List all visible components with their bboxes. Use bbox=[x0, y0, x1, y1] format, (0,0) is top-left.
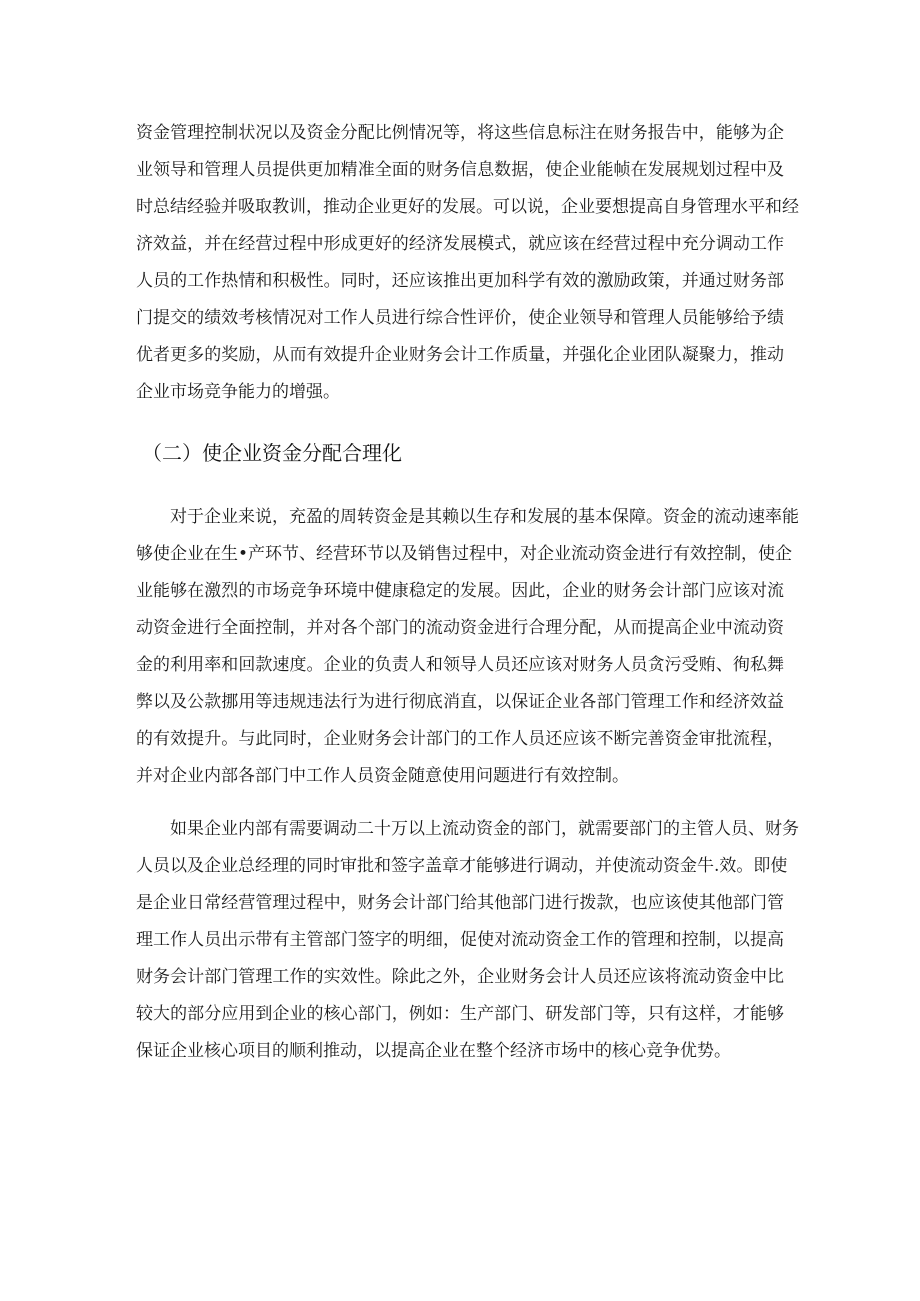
paragraph-line: 弊以及公款挪用等违规违法行为进行彻底消直，以保证企业各部门管理工作和经济效益 bbox=[136, 692, 784, 712]
paragraph-line: 业领导和管理人员提供更加精准全面的财务信息数据，使企业能帧在发展规划过程中及 bbox=[136, 160, 784, 180]
paragraph-line: 并对企业内部各部门中工作人员资金随意使用问题进行有效控制。 bbox=[136, 766, 629, 786]
paragraph-line: 优者更多的奖励，从而有效提升企业财务会计工作质量，并强化企业团队凝聚力，推动 bbox=[136, 345, 784, 365]
paragraph-line: 人员的工作热情和积极性。同时，还应该推出更加科学有效的激励政策，并通过财务部 bbox=[136, 271, 784, 291]
paragraph-line: 济效益，并在经营过程中形成更好的经济发展模式，就应该在经营过程中充分调动工作 bbox=[136, 234, 784, 254]
paragraph-line: 企业市场竞争能力的增强。 bbox=[136, 382, 340, 402]
paragraph-line: 如果企业内部有需要调动二十万以上流动资金的部门，就需要部门的主管人员、财务 bbox=[170, 819, 799, 839]
paragraph-line: 动资金进行全面控制，并对各个部门的流动资金进行合理分配，从而提高企业中流动资 bbox=[136, 618, 784, 638]
paragraph-line: 门提交的绩效考核情况对工作人员进行综合性评价，使企业领导和管理人员能够给予绩 bbox=[136, 308, 784, 328]
paragraph-line: 对于企业来说，充盈的周转资金是其赖以生存和发展的基本保障。资金的流动速率能 bbox=[170, 507, 799, 527]
paragraph-line: 理工作人员出示带有主管部门签字的明细，促使对流动资金工作的管理和控制，以提高 bbox=[136, 930, 784, 950]
paragraph-line: 金的利用率和回款速度。企业的负责人和领导人员还应该对财务人员贪污受贿、徇私舞 bbox=[136, 655, 784, 675]
paragraph-line: 业能够在激烈的市场竞争环境中健康稳定的发展。因此，企业的财务会计部门应该对流 bbox=[136, 581, 784, 601]
paragraph-line: 较大的部分应用到企业的核心部门，例如：生产部门、研发部门等，只有这样，才能够 bbox=[136, 1004, 784, 1024]
paragraph-line: 够使企业在生•产环节、经营环节以及销售过程中，对企业流动资金进行有效控制，使企 bbox=[136, 544, 793, 564]
paragraph-line: 保证企业核心项目的顺利推动，以提高企业在整个经济市场中的核心竞争优势。 bbox=[136, 1041, 731, 1061]
paragraph-line: 财务会计部门管理工作的实效性。除此之外，企业财务会计人员还应该将流动资金中比 bbox=[136, 967, 784, 987]
paragraph-line: 资金管理控制状况以及资金分配比例情况等，将这些信息标注在财务报告中，能够为企 bbox=[136, 123, 784, 143]
paragraph-line: 人员以及企业总经理的同时审批和签字盖章才能够进行调动，并使流动资金牛.效。即使 bbox=[136, 856, 788, 876]
paragraph-line: 是企业日常经营管理过程中，财务会计部门给其他部门进行拨款，也应该使其他部门管 bbox=[136, 893, 784, 913]
section-heading: （二）使企业资金分配合理化 bbox=[142, 441, 402, 465]
paragraph-line: 时总结经验并吸取教训，推动企业更好的发展。可以说，企业要想提高自身管理水平和经 bbox=[136, 197, 799, 217]
paragraph-line: 的有效提升。与此同时，企业财务会计部门的工作人员还应该不断完善资金审批流程， bbox=[136, 729, 784, 749]
